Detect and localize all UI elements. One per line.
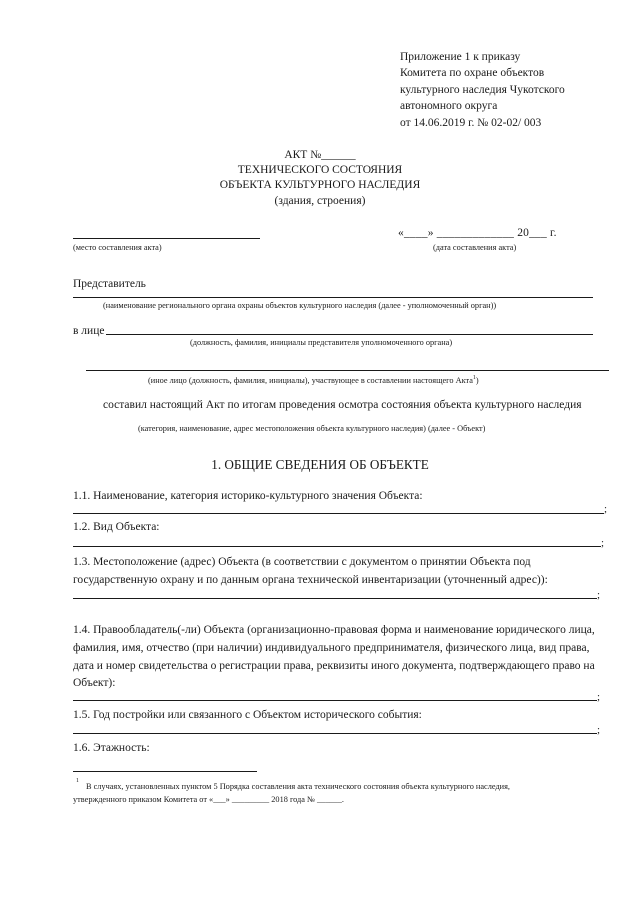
item-1-4-label-line-4: Объект): bbox=[73, 677, 116, 689]
act-title-line-2: ОБЪЕКТА КУЛЬТУРНОГО НАСЛЕДИЯ bbox=[219, 179, 421, 191]
appendix-line-2: Комитета по охране объектов bbox=[400, 67, 545, 79]
in-person-field-line[interactable] bbox=[106, 334, 593, 335]
item-1-5-label: 1.5. Год постройки или связанного с Объектом исторического события: bbox=[73, 709, 422, 721]
act-number: АКТ №______ bbox=[284, 149, 356, 161]
item-1-4-semicolon: ; bbox=[597, 691, 601, 703]
act-title-line-1: ТЕХНИЧЕСКОГО СОСТОЯНИЯ bbox=[237, 164, 403, 176]
footnote-line-1: В случаях, установленных пунктом 5 Порядка составления акта технического состояния объекта культурного наследия, bbox=[86, 782, 510, 791]
act-subtitle: (здания, строения) bbox=[274, 195, 366, 207]
item-1-2-field-line[interactable] bbox=[73, 546, 601, 547]
footnote-mark: 1 bbox=[76, 778, 79, 784]
item-1-3-label-line-2: государственную охрану и по данным органа технической инвентаризации (уточненный адрес)): bbox=[73, 574, 548, 586]
item-1-2-semicolon: ; bbox=[601, 537, 605, 549]
footnote-divider bbox=[73, 771, 257, 772]
appendix-line-4: автономного округа bbox=[400, 100, 498, 112]
item-1-5-field-line[interactable] bbox=[73, 733, 597, 734]
in-person-caption: (должность, фамилия, инициалы представителя уполномоченного органа) bbox=[190, 338, 453, 347]
in-person-label: в лице bbox=[73, 325, 105, 337]
item-1-2-label: 1.2. Вид Объекта: bbox=[73, 521, 160, 533]
item-1-5-semicolon: ; bbox=[597, 724, 601, 736]
item-1-1-semicolon: ; bbox=[604, 503, 608, 515]
footnote-line-2: утвержденного приказом Комитета от «___» _________ 2018 года № ______. bbox=[73, 795, 344, 804]
composed-caption: (категория, наименование, адрес местоположения объекта культурного наследия) (далее - Объект) bbox=[138, 424, 486, 433]
item-1-6-label: 1.6. Этажность: bbox=[73, 742, 150, 754]
item-1-4-label-line-2: фамилия, имя, отчество (при наличии) индивидуального предпринимателя, физического лица, вид права, bbox=[73, 642, 590, 654]
appendix-line-5: от 14.06.2019 г. № 02-02/ 003 bbox=[400, 117, 542, 129]
item-1-1-field-line[interactable] bbox=[73, 513, 604, 514]
section-1-title: 1. ОБЩИЕ СВЕДЕНИЯ ОБ ОБЪЕКТЕ bbox=[211, 457, 429, 472]
item-1-1-label: 1.1. Наименование, категория историко-культурного значения Объекта: bbox=[73, 490, 423, 502]
other-person-field-line[interactable] bbox=[86, 370, 609, 371]
item-1-3-field-line[interactable] bbox=[73, 598, 597, 599]
representative-caption: (наименование регионального органа охраны объектов культурного наследия (далее - уполномоченный орган)) bbox=[103, 301, 497, 310]
date-field[interactable]: «____» _____________ 20___ г. bbox=[398, 227, 557, 239]
item-1-3-label-line-1: 1.3. Местоположение (адрес) Объекта (в соответствии с документом о принятии Объекта под bbox=[73, 556, 531, 568]
other-person-caption: (иное лицо (должность, фамилия, инициалы), участвующее в составлении настоящего Акта$^1$) bbox=[148, 375, 479, 385]
representative-label: Представитель bbox=[73, 278, 146, 290]
item-1-4-label-line-3: дата и номер свидетельства о регистрации права, реквизиты иного документа, подтверждающего право на bbox=[73, 660, 595, 672]
item-1-3-semicolon: ; bbox=[597, 589, 601, 601]
appendix-line-1: Приложение 1 к приказу bbox=[400, 51, 521, 63]
place-caption: (место составления акта) bbox=[73, 243, 162, 252]
item-1-4-field-line[interactable] bbox=[73, 700, 597, 701]
composed-text: составил настоящий Акт по итогам проведения осмотра состояния объекта культурного наследия bbox=[103, 399, 582, 411]
appendix-line-3: культурного наследия Чукотского bbox=[400, 84, 565, 96]
representative-field-line[interactable] bbox=[73, 297, 593, 298]
date-caption: (дата составления акта) bbox=[433, 243, 517, 252]
item-1-4-label-line-1: 1.4. Правообладатель(-ли) Объекта (организационно-правовая форма и наименование юридического лица, bbox=[73, 624, 595, 636]
place-field-line[interactable] bbox=[73, 238, 260, 239]
